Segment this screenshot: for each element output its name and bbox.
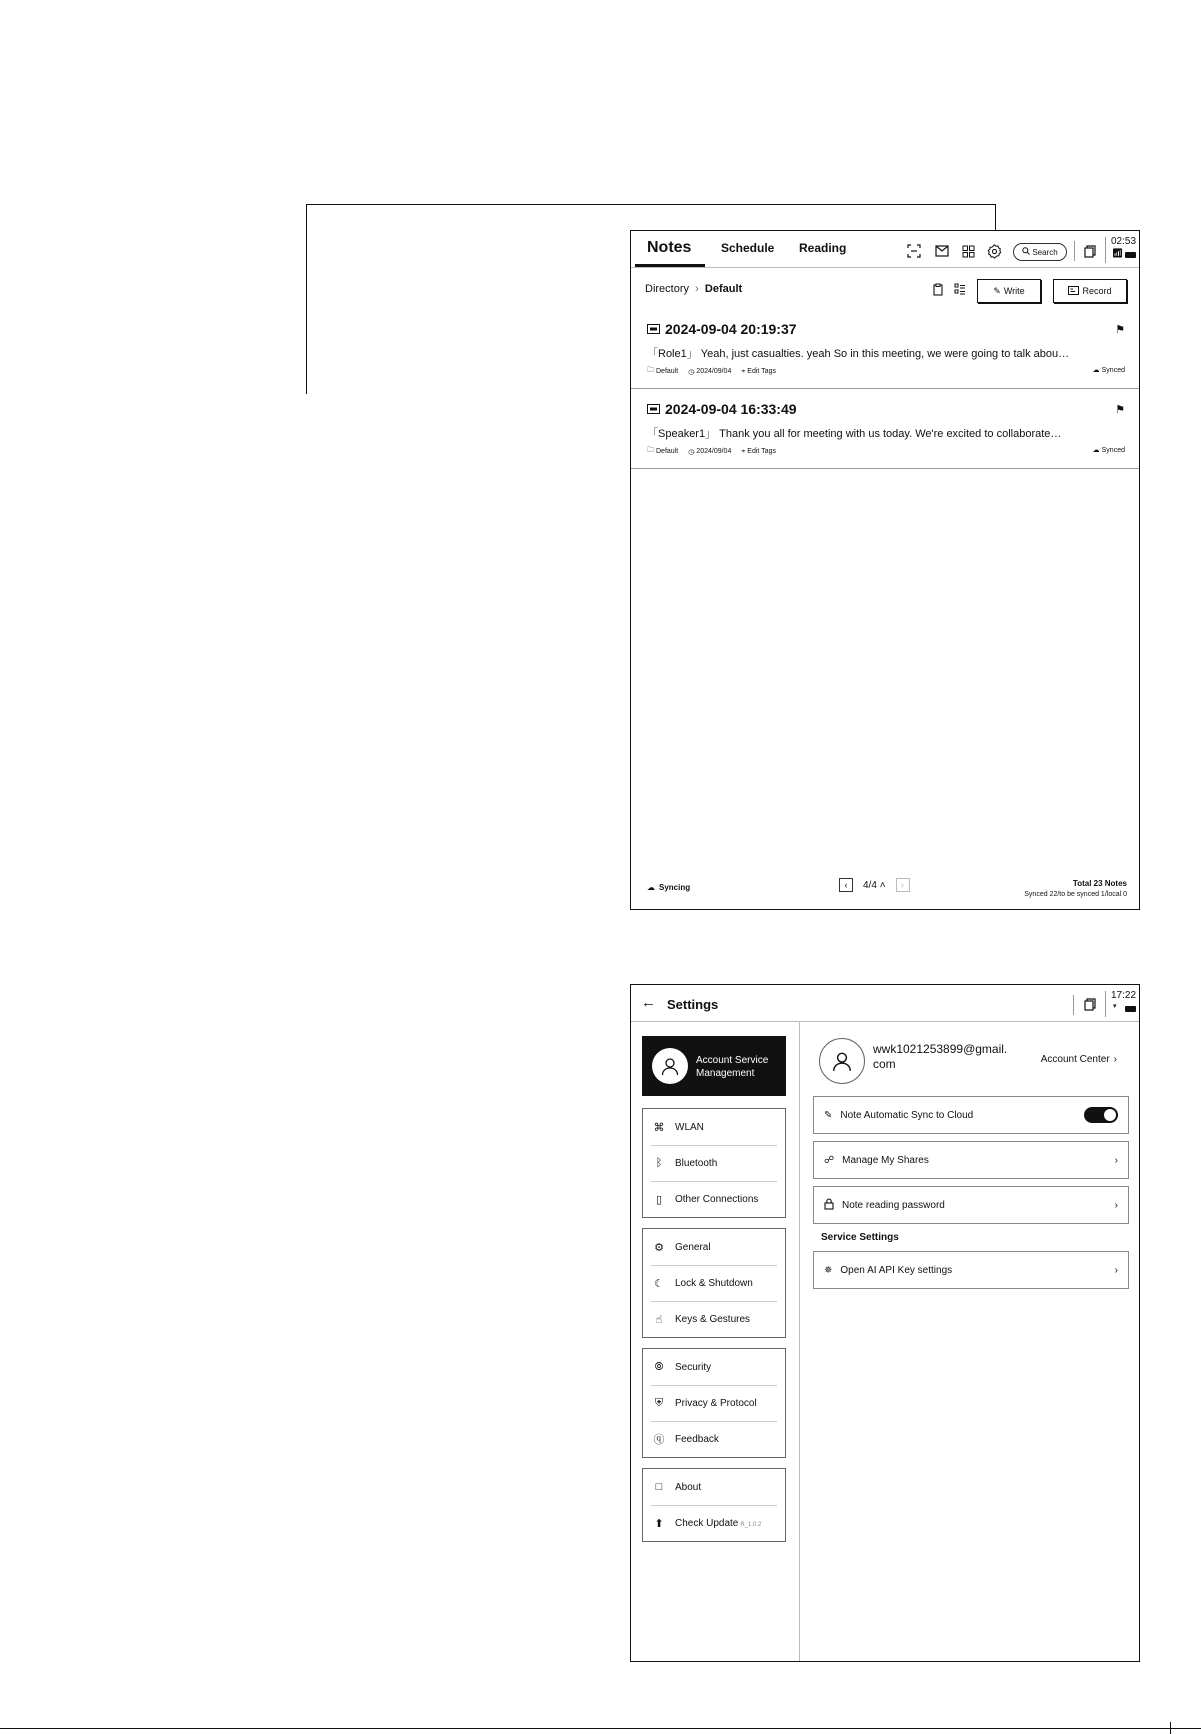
- notes-summary: [1024, 879, 1127, 900]
- chevron-right-icon: ›: [1114, 1154, 1118, 1166]
- gear-icon: ⚙︎: [654, 1241, 664, 1254]
- user-avatar-icon: [652, 1048, 688, 1084]
- page-bottom-mark: [1170, 1722, 1171, 1734]
- connections-icon: ▯: [655, 1193, 663, 1206]
- settings-sidebar: [631, 1022, 800, 1662]
- profile-avatar-icon: [819, 1038, 865, 1084]
- sidebar-item-wlan[interactable]: [643, 1109, 785, 1145]
- next-page-button[interactable]: ›: [896, 878, 910, 892]
- recording-note-icon: [647, 321, 660, 337]
- sidebar-item-label: Check Update: [675, 1517, 739, 1529]
- manage-shares-row[interactable]: [813, 1141, 1129, 1179]
- callout-line-left: [306, 204, 307, 394]
- total-notes: Total 23 Notes: [1072, 879, 1127, 888]
- flag-icon[interactable]: ⚑︎: [1115, 404, 1125, 416]
- note-list-item[interactable]: [643, 321, 1129, 381]
- prev-page-button[interactable]: ‹: [839, 878, 853, 892]
- pen-icon: ✎︎: [993, 285, 1001, 296]
- sidebar-item-general[interactable]: [643, 1229, 785, 1265]
- sidebar-item-label: Bluetooth: [675, 1157, 718, 1169]
- clock-icon: ◷: [688, 448, 695, 456]
- page-title: Settings: [667, 997, 719, 1012]
- clipboard-icon[interactable]: [929, 280, 947, 298]
- breadcrumb: [645, 283, 742, 295]
- account-service-card[interactable]: [642, 1036, 786, 1096]
- manage-shares-label: Manage My Shares: [842, 1154, 929, 1166]
- page-indicator[interactable]: [863, 880, 886, 891]
- connections-group: [642, 1108, 786, 1218]
- reading-password-row[interactable]: [813, 1186, 1129, 1224]
- clock-icon: ◷: [688, 368, 695, 376]
- folder-meta[interactable]: [647, 446, 678, 457]
- bluetooth-icon: ᛒ: [655, 1157, 663, 1169]
- breadcrumb-chevron-icon: ›: [692, 283, 702, 295]
- divider: [1073, 995, 1074, 1015]
- wifi-status-icon: ▾: [1113, 1003, 1117, 1010]
- openai-key-row[interactable]: [813, 1251, 1129, 1289]
- auto-sync-row: [813, 1096, 1129, 1134]
- notes-screen: [630, 230, 1140, 910]
- edit-tags-label: Edit Tags: [747, 448, 776, 455]
- divider: [631, 468, 1139, 469]
- account-email: wwk1021253899@gmail.com: [873, 1042, 1008, 1071]
- edit-tags-button[interactable]: [741, 448, 776, 456]
- note-preview: 「Role1」 Yeah, just casualties. yeah So in this meeting, we were going to talk abou…: [647, 348, 1070, 360]
- toggle-knob: [1104, 1109, 1116, 1121]
- openai-key-label: Open AI API Key settings: [840, 1264, 953, 1276]
- question-icon: ⓠ: [653, 1434, 665, 1446]
- sync-detail: Synced 22/to be synced 1/local 0: [1024, 891, 1127, 898]
- date-label: 2024/09/04: [696, 448, 732, 455]
- cloud-icon: ☁︎: [1092, 447, 1100, 454]
- note-meta: [647, 446, 776, 457]
- shield-icon: ⛨: [654, 1396, 664, 1409]
- edit-tags-label: Edit Tags: [747, 368, 776, 375]
- date-meta: [688, 448, 731, 456]
- moon-icon: ☾: [654, 1277, 664, 1290]
- page-bottom-rule: [0, 1728, 1201, 1729]
- chevron-right-icon: ›: [1114, 1199, 1118, 1211]
- fingerprint-icon: ⦾: [654, 1360, 664, 1373]
- tab-schedule[interactable]: Schedule: [721, 241, 775, 255]
- clock: 02:53: [1111, 236, 1137, 247]
- sidebar-item-label: General: [675, 1241, 711, 1253]
- settings-header: [631, 985, 1139, 1022]
- recorder-icon: [1068, 286, 1079, 297]
- page-number: 4/4: [863, 879, 877, 891]
- multitask-icon[interactable]: [1081, 242, 1099, 260]
- callout-line-horizontal: [306, 204, 996, 205]
- sidebar-item-check-update[interactable]: [643, 1505, 785, 1541]
- sidebar-item-label: Privacy & Protocol: [675, 1397, 757, 1409]
- sidebar-item-privacy[interactable]: [643, 1385, 785, 1421]
- about-icon: □: [655, 1481, 663, 1493]
- sidebar-item-label: Feedback: [675, 1433, 719, 1445]
- sync-label: Synced: [1101, 446, 1125, 454]
- sidebar-item-security[interactable]: [643, 1349, 785, 1385]
- sidebar-item-keys-gestures[interactable]: [643, 1301, 785, 1337]
- chevron-right-icon: ›: [1114, 1264, 1118, 1276]
- sidebar-item-label: About: [675, 1481, 702, 1493]
- top-tab-bar: [631, 231, 1139, 268]
- about-group: [642, 1468, 786, 1542]
- divider: [631, 388, 1139, 389]
- auto-sync-label: Note Automatic Sync to Cloud: [840, 1109, 974, 1121]
- settings-screen: [630, 984, 1140, 1662]
- multitask-icon[interactable]: [1081, 995, 1099, 1013]
- note-preview: 「Speaker1」 Thank you all for meeting with us today. We're excited to collaborate…: [647, 428, 1062, 440]
- account-center-label: Account Center: [1040, 1054, 1110, 1065]
- note-meta: [647, 366, 776, 377]
- settings-gear-icon[interactable]: [985, 242, 1003, 260]
- divider: [1105, 991, 1106, 1017]
- tag-icon: ⌖: [741, 447, 746, 455]
- search-button[interactable]: [1013, 243, 1067, 261]
- edit-tags-button[interactable]: [741, 368, 776, 376]
- wifi-icon: ⌘: [653, 1121, 665, 1134]
- sidebar-item-label: Other Connections: [675, 1193, 759, 1205]
- sidebar-item-about[interactable]: [643, 1469, 785, 1505]
- syncing-label: Syncing: [659, 883, 691, 892]
- pagination: [839, 878, 910, 892]
- note-title-row: [647, 401, 797, 417]
- breadcrumb-root[interactable]: Directory: [645, 283, 690, 295]
- apps-grid-icon[interactable]: [959, 242, 977, 260]
- cloud-icon: ☁︎: [1092, 367, 1100, 374]
- sync-label: Synced: [1101, 366, 1125, 374]
- active-tab-indicator: [635, 264, 705, 267]
- back-arrow-icon[interactable]: ←: [641, 994, 656, 1011]
- record-label: Record: [1082, 286, 1112, 296]
- note-title: 2024-09-04 16:33:49: [665, 401, 797, 417]
- security-group: [642, 1348, 786, 1458]
- flag-icon[interactable]: ⚑︎: [1115, 324, 1125, 336]
- update-icon: ⬆︎: [654, 1517, 664, 1530]
- wifi-status-icon: 📶︎: [1112, 248, 1124, 258]
- folder-label: Default: [656, 368, 679, 375]
- hand-icon: ☝︎: [655, 1313, 663, 1326]
- note-list-item[interactable]: [643, 401, 1129, 461]
- divider: [1105, 237, 1106, 263]
- sidebar-item-label: Keys & Gestures: [675, 1313, 751, 1325]
- footer-sync-status[interactable]: [647, 883, 690, 892]
- list-view-icon[interactable]: [951, 280, 969, 298]
- general-group: [642, 1228, 786, 1338]
- chevron-up-icon: ˄: [879, 879, 886, 891]
- cloud-icon: ☁︎: [647, 883, 655, 892]
- chevron-right-icon: ›: [1113, 1054, 1117, 1065]
- reading-password-label: Note reading password: [842, 1199, 945, 1211]
- pencil-icon: ✎︎: [824, 1109, 833, 1121]
- recording-note-icon: [647, 401, 660, 417]
- folder-icon: 🗀︎: [647, 367, 654, 374]
- date-meta: [688, 368, 731, 376]
- lock-icon: [824, 1198, 834, 1213]
- search-label: Search: [1032, 247, 1058, 257]
- openai-icon: ✵: [824, 1264, 833, 1276]
- account-service-label: Account Service Management: [696, 1055, 769, 1079]
- sync-status: [1093, 446, 1125, 454]
- date-label: 2024/09/04: [696, 368, 732, 375]
- sidebar-item-other-connections[interactable]: [643, 1181, 785, 1217]
- sidebar-item-label: Security: [675, 1361, 712, 1373]
- account-center-link[interactable]: [1041, 1054, 1117, 1065]
- service-settings-heading: Service Settings: [821, 1232, 899, 1243]
- version-label: R_1.0.2: [740, 1522, 762, 1528]
- scan-icon[interactable]: [905, 242, 923, 260]
- search-icon: [1022, 247, 1030, 257]
- sidebar-item-label: WLAN: [675, 1121, 704, 1133]
- battery-icon: [1125, 252, 1136, 258]
- sidebar-item-bluetooth[interactable]: [643, 1145, 785, 1181]
- divider: [1074, 241, 1075, 261]
- share-icon: ☍: [824, 1154, 835, 1166]
- mail-icon[interactable]: [933, 242, 951, 260]
- sidebar-item-label: Lock & Shutdown: [675, 1277, 753, 1289]
- write-button[interactable]: [977, 279, 1041, 303]
- folder-icon: 🗀︎: [647, 447, 654, 454]
- folder-label: Default: [656, 448, 679, 455]
- tab-notes[interactable]: Notes: [647, 239, 692, 256]
- breadcrumb-current: Default: [704, 283, 743, 295]
- battery-icon: [1125, 1006, 1136, 1012]
- sync-status: [1093, 366, 1125, 374]
- tag-icon: ⌖: [741, 367, 746, 375]
- record-button[interactable]: [1053, 279, 1127, 303]
- note-title-row: [647, 321, 797, 337]
- auto-sync-toggle[interactable]: [1084, 1107, 1118, 1123]
- folder-meta[interactable]: [647, 366, 678, 377]
- sidebar-item-feedback[interactable]: [643, 1421, 785, 1457]
- sidebar-item-lock-shutdown[interactable]: [643, 1265, 785, 1301]
- tab-reading[interactable]: Reading: [799, 241, 847, 255]
- clock: 17:22: [1111, 990, 1137, 1001]
- write-label: Write: [1003, 286, 1025, 296]
- note-title: 2024-09-04 20:19:37: [665, 321, 797, 337]
